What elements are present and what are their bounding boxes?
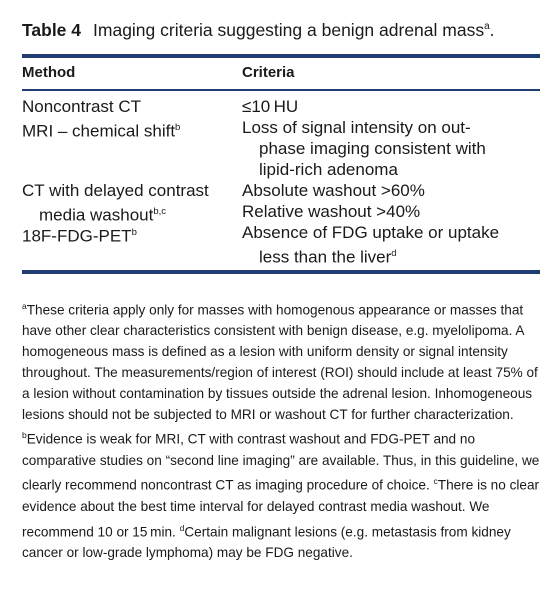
footnote-a: These criteria apply only for masses with homogenous appearance or masses that have other clear characteristics consistent with benign disease, e.g. myelolipoma. A homogeneous mass is defined as a lesion with uniform density or signal intensity throughout. The measurements/region of interest (ROI) should include at least 75% of a lesion without contamination by tissues outside the adrenal lesion. Inhomogeneous lesions should not be subjected to MRI or washout CT for further characterization. <box>22 302 538 422</box>
row-1-method <box>22 96 237 117</box>
criteria-line: phase imaging consistent with <box>259 139 486 158</box>
table-caption <box>22 20 495 41</box>
table-title: Imaging criteria suggesting a benign adrenal mass <box>93 20 485 40</box>
method-text: Noncontrast CT <box>22 97 142 116</box>
method-line: CT with delayed contrast <box>22 181 209 200</box>
table-bottom-rule <box>22 270 540 274</box>
row-2-criteria <box>242 117 542 180</box>
footnote-c: There is no clear evidence about the best time interval for delayed contrast media washout. We recommend 10 or 15 min. <box>22 477 540 540</box>
criteria-line: Loss of signal intensity on out- <box>242 118 471 137</box>
table-top-rule <box>22 54 540 58</box>
criteria-line: lipid-rich adenoma <box>259 160 398 179</box>
row-3-method <box>22 180 237 226</box>
row-1-criteria <box>242 96 542 117</box>
footnote-mark-a: a <box>22 301 27 311</box>
table-header-rule <box>22 89 540 91</box>
row-2-method <box>22 117 237 142</box>
table-label: Table 4 <box>22 20 82 40</box>
method-text: media washout <box>39 205 154 225</box>
title-period: . <box>489 20 495 40</box>
footnote-b: Evidence is weak for MRI, CT with contrast washout and FDG-PET and no comparative studies on “second line imaging” are available. Thus, in this guideline, we clearly recommend noncontrast CT as imaging procedure of choice. <box>22 431 540 493</box>
footnote-mark-b: b <box>22 430 27 441</box>
method-footnote-mark: b <box>175 122 181 133</box>
column-header-method: Method <box>22 64 76 81</box>
criteria-text: ≤10 HU <box>242 97 299 116</box>
criteria-line: Relative washout >40% <box>242 202 421 221</box>
row-4-criteria <box>242 222 542 268</box>
footnote-mark-c: c <box>433 476 438 487</box>
method-footnote-mark: b <box>131 227 137 238</box>
row-4-method <box>22 222 237 247</box>
criteria-line <box>242 243 542 268</box>
method-text: MRI – chemical shift <box>22 121 176 141</box>
table-footnotes <box>22 296 540 564</box>
method-footnote-mark: b,c <box>153 206 167 217</box>
column-header-criteria: Criteria <box>242 64 295 81</box>
title-footnote-mark: a <box>484 21 490 33</box>
criteria-line: Absolute washout >60% <box>242 181 425 200</box>
criteria-text: less than the liver <box>259 247 392 267</box>
footnote-d: Certain malignant lesions (e.g. metastasis from kidney cancer or low-grade lymphoma) may be FDG negative. <box>22 524 511 560</box>
footnote-mark-d: d <box>179 522 185 533</box>
row-3-criteria <box>242 180 542 222</box>
criteria-line: Absence of FDG uptake or uptake <box>242 223 500 242</box>
criteria-footnote-mark: d <box>391 248 397 259</box>
method-text: 18F-FDG-PET <box>22 226 132 246</box>
